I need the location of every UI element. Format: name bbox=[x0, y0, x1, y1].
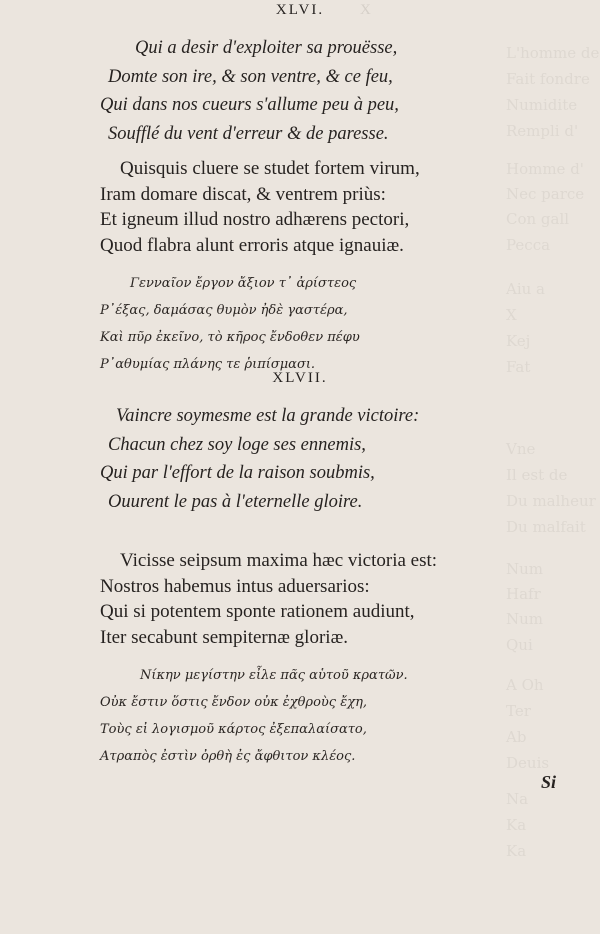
verse-line: Ρ᾽έξας, δαμάσας θυμὸν ἠδὲ γαστέρα, bbox=[100, 303, 348, 318]
ghost-line: Qui bbox=[506, 636, 533, 654]
verse-line: Ατραπὸς ἐστὶν ὀρθὴ ἐς ἄφθιτον κλέος. bbox=[100, 749, 356, 764]
verse-line: Iram domare discat, & ventrem priùs: bbox=[100, 183, 386, 205]
verse-line: Et igneum illud nostro adhærens pectori, bbox=[100, 209, 410, 230]
ghost-line: Ka bbox=[506, 816, 527, 834]
greek-quatrain-46 bbox=[100, 270, 520, 378]
ghost-line: A Oh bbox=[506, 676, 544, 694]
verse-line: Vicisse seipsum maxima hæc victoria est: bbox=[120, 550, 438, 571]
french-quatrain-46 bbox=[100, 34, 520, 148]
verse-line: Soufflé du vent d'erreur & de paresse. bbox=[108, 123, 389, 144]
verse-line: Τοὺς εἰ λογισμοῦ κάρτος ἐξεπαλαίσατο, bbox=[100, 722, 367, 737]
ghost-line: Hafr bbox=[506, 585, 541, 603]
verse-line: Γενναῖον ἔργον ἄξιον τ᾽ ἀρίστεος bbox=[130, 276, 357, 291]
french-quatrain-47 bbox=[100, 402, 520, 516]
header-ghost-mark: X bbox=[360, 2, 371, 18]
ghost-line: Deuis bbox=[506, 754, 550, 772]
verse-line: Ρ᾽αθυμίας πλάνης τε ῥιπίσμασι. bbox=[100, 357, 316, 372]
verse-line: Nostros habemus intus aduersarios: bbox=[100, 575, 370, 597]
ghost-line: Pecca bbox=[506, 236, 551, 254]
latin-quatrain-47 bbox=[100, 548, 520, 650]
latin-quatrain-46 bbox=[100, 156, 520, 258]
verse-line: Qui dans nos cueurs s'allume peu à peu, bbox=[100, 95, 399, 115]
verse-line: Καὶ πῦρ ἐκεῖνο, τὸ κῆρος ἔνδοθεν πέφυ bbox=[100, 330, 360, 345]
ghost-line: Ka bbox=[506, 842, 527, 860]
ghost-line: Numidite bbox=[506, 96, 578, 114]
bleed-through-text bbox=[506, 0, 600, 934]
ghost-line: Num bbox=[506, 610, 544, 628]
catchword: Si bbox=[541, 772, 557, 792]
verse-line: Quod flabra alunt erroris atque ignauiæ. bbox=[100, 234, 404, 256]
ghost-line: Rempli d' bbox=[506, 122, 579, 140]
ghost-line: Fat bbox=[506, 358, 531, 376]
verse-line: Οὐκ ἔστιν ὅστις ἔνδον οὐκ ἐχθροὺς ἔχη, bbox=[100, 695, 367, 710]
ghost-line: Ab bbox=[506, 728, 527, 746]
ghost-line: Fait fondre bbox=[506, 70, 590, 88]
verse-line: Iter secabunt sempiternæ gloriæ. bbox=[100, 626, 348, 648]
ghost-line: Nec parce bbox=[506, 185, 585, 203]
ghost-line: Du malheur bbox=[506, 492, 596, 510]
ghost-line: Na bbox=[506, 790, 529, 808]
ghost-line: L'homme de bbox=[506, 44, 600, 62]
verse-line: Vaincre soymesme est la grande victoire: bbox=[116, 406, 420, 426]
ghost-line: Du malfait bbox=[506, 518, 586, 536]
ghost-line: Vne bbox=[506, 440, 536, 458]
verse-line: Chacun chez soy loge ses ennemis, bbox=[108, 434, 366, 455]
greek-quatrain-47 bbox=[100, 662, 520, 770]
ghost-line: Il est de bbox=[506, 466, 568, 484]
verse-line: Quisquis cluere se studet fortem virum, bbox=[120, 158, 420, 179]
page-header: XLVI. bbox=[275, 2, 325, 18]
ghost-line: Num bbox=[506, 560, 544, 578]
ghost-line: Aiu a bbox=[506, 280, 546, 298]
ghost-line: Homme d' bbox=[506, 160, 584, 178]
ghost-line: Con gall bbox=[506, 210, 570, 228]
verse-line: Qui a desir d'exploiter sa prouësse, bbox=[135, 38, 398, 58]
ghost-line: Kej bbox=[506, 332, 531, 350]
ghost-line: Ter bbox=[506, 702, 531, 720]
section-title-47: XLVII. bbox=[272, 370, 328, 386]
verse-line: Qui par l'effort de la raison soubmis, bbox=[100, 463, 375, 483]
verse-line: Qui si potentem sponte rationem audiunt, bbox=[100, 601, 415, 622]
ghost-line: X bbox=[506, 306, 517, 324]
verse-line: Domte son ire, & son ventre, & ce feu, bbox=[108, 66, 393, 87]
verse-line: Ouurent le pas à l'eternelle gloire. bbox=[108, 491, 363, 512]
verse-line: Νίκην μεγίστην εἶλε πᾶς αὑτοῦ κρατῶν. bbox=[140, 668, 408, 683]
